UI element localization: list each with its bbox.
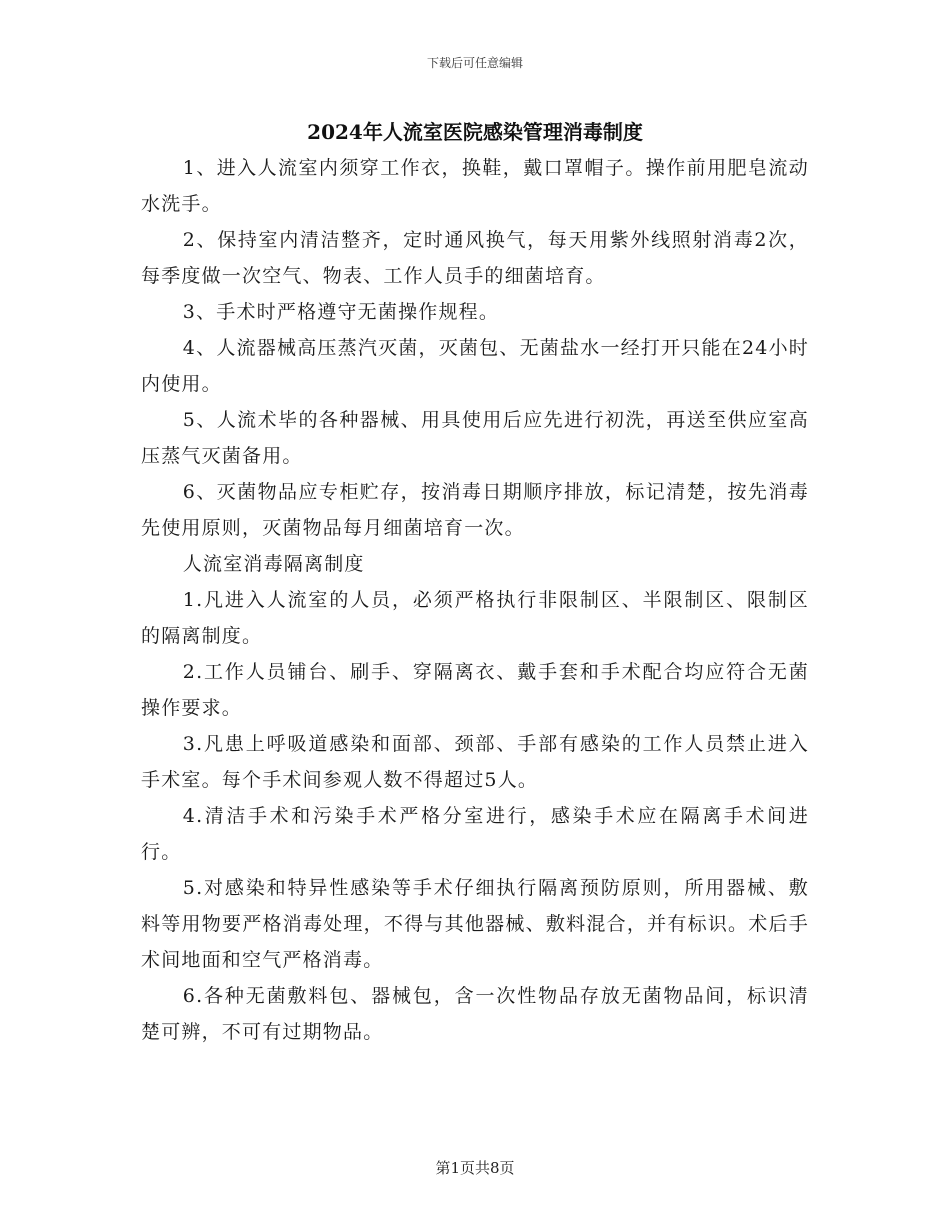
paragraph-7: 1.凡进入人流室的人员，必须严格执行非限制区、半限制区、限制区的隔离制度。: [141, 589, 809, 647]
paragraph-6: 6、灭菌物品应专柜贮存，按消毒日期顺序排放，标记清楚，按先消毒先使用原则，灭菌物品每月细菌培育一次。: [141, 481, 809, 539]
paragraph-1: 1、进入人流室内须穿工作衣，换鞋，戴口罩帽子。操作前用肥皂流动水洗手。: [141, 157, 809, 215]
paragraph-9: 3.凡患上呼吸道感染和面部、颈部、手部有感染的工作人员禁止进入手术室。每个手术间参观人数不得超过5人。: [141, 733, 809, 791]
paragraph-10: 4.清洁手术和污染手术严格分室进行，感染手术应在隔离手术间进行。: [141, 805, 809, 863]
page-footer-number: 第1页共8页: [435, 1159, 515, 1177]
page-header-note: 下载后可任意编辑: [426, 56, 523, 70]
paragraph-5: 5、人流术毕的各种器械、用具使用后应先进行初洗，再送至供应室高压蒸气灭菌备用。: [141, 409, 809, 467]
paragraph-8: 2.工作人员铺台、刷手、穿隔离衣、戴手套和手术配合均应符合无菌操作要求。: [141, 661, 809, 719]
paragraph-2: 2、保持室内清洁整齐，定时通风换气，每天用紫外线照射消毒2次，每季度做一次空气、物表、工作人员手的细菌培育。: [141, 229, 809, 287]
document-body: [141, 150, 809, 1050]
document-title: 2024年人流室医院感染管理消毒制度: [307, 120, 643, 144]
paragraph-3: 3、手术时严格遵守无菌操作规程。: [182, 301, 500, 323]
paragraph-12: 6.各种无菌敷料包、器械包，含一次性物品存放无菌物品间，标识清楚可辨，不可有过期物品。: [141, 985, 809, 1043]
paragraph-11: 5.对感染和特异性感染等手术仔细执行隔离预防原则，所用器械、敷料等用物要严格消毒处理，不得与其他器械、敷料混合，并有标识。术后手术间地面和空气严格消毒。: [141, 877, 809, 971]
paragraph-4: 4、人流器械高压蒸汽灭菌，灭菌包、无菌盐水一经打开只能在24小时内使用。: [141, 337, 809, 395]
section-heading: 人流室消毒隔离制度: [182, 553, 365, 575]
